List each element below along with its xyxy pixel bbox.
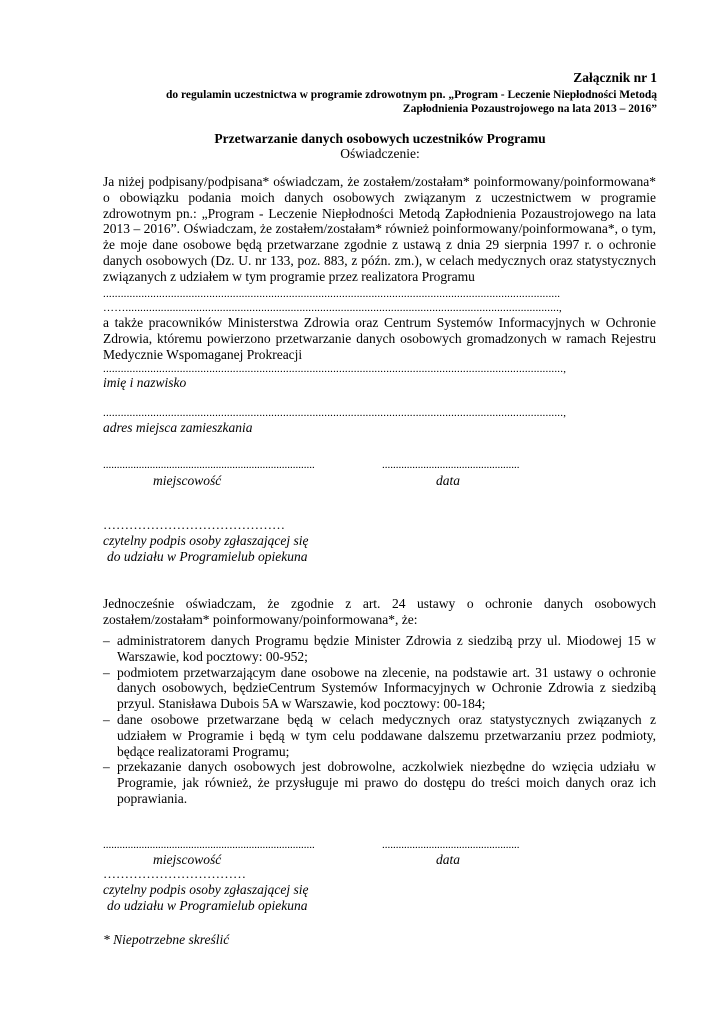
place-dotted-line-2: ............................................................................. [103,839,315,851]
date-label-1: data [436,473,461,488]
place-label-1: miejscowość [153,473,222,488]
annex-description [166,88,657,116]
list-item: – przekazanie danych osobowych jest dobrowolne, aczkolwiek niezbędne do wzięcia udziału w Programie, jak również, że przysługuje mi prawo do dostępu do treści moich danych oraz ich poprawiania. [103,759,656,806]
signature-label-1b: do udziału w Programielub opiekuna [107,549,308,564]
declaration-paragraph: Ja niżej podpisany/podpisana* oświadczam, że zostałem/zostałam* poinformowany/poinformowana* o obowiązku podania moich danych osobowych związanym z uczestnictwem w programie zdrowotnym pn.: „Program - Leczenie Niepłodności Metodą Zapłodnienia Pozaustrojowego na lata 2013 – 2016”. Oświadczam, że zostałem/zostałam* również poinformowany/poinformowana*, o tym, że moje dane osobowe będą przetwarzane zgodnie z ustawą z dnia 29 sierpnia 1997 r. o ochronie danych osobowych (Dz. U. nr 133, poz. 883, z późn. zm.), w celach medycznych oraz statystycznych związanych z udziałem w tym programie przez realizatora Programu [103,174,656,284]
ministry-paragraph: a także pracowników Ministerstwa Zdrowia oraz Centrum Systemów Informacyjnych w Ochronie Zdrowia, któremu powierzono przetwarzanie danych osobowych gromadzonych w ramach Rejestru Medycznie Wspomaganej Prokreacji [103,315,656,362]
document-subtitle: Oświadczenie: [340,146,420,161]
list-item: – dane osobowe przetwarzane będą w celach medycznych oraz statystycznych związanych z udziałem w Programie i będą w tym celu poddawane dalszemu przetwarzaniu przez podmioty, będące realizatorami Programu; [103,712,656,759]
place-dotted-line-1: ............................................................................. [103,459,315,471]
annex-number: Załącznik nr 1 [573,70,657,85]
name-label: imię i nazwisko [103,375,187,390]
signature-dotted-line-1: …………………………………… [103,517,285,532]
realizer-dotted-line-1: ........................................................................................................................................................... [103,288,561,300]
footnote: * Niepotrzebne skreślić [103,932,230,947]
date-dotted-line-2: .................................................. [382,839,520,851]
list-item: – administratorem danych Programu będzie Minister Zdrowia z siedzibą przy ul. Miodowej 15 w Warszawie, kod pocztowy: 00-952; [103,633,656,665]
signature-dotted-line-2: …………………………… [103,866,246,881]
information-list [103,633,656,807]
annex-line-2: Zapłodnienia Pozaustrojowego na lata 2013 – 2016” [402,103,657,115]
realizer-dotted-line-2: ……..................................................................................................................................................., [103,302,562,314]
place-label-2: miejscowość [153,852,222,867]
signature-label-2b: do udziału w Programielub opiekuna [107,898,308,913]
name-dotted-line: ............................................................................................................................................................, [103,363,567,375]
document-title: Przetwarzanie danych osobowych uczestników Programu [214,131,546,146]
date-dotted-line-1: .................................................. [382,459,520,471]
address-dotted-line: ............................................................................................................................................................, [103,407,567,419]
consent-paragraph: Jednocześnie oświadczam, że zgodnie z art. 24 ustawy o ochronie danych osobowych zostałem/zostałam* poinformowany/poinformowana*, że: [103,596,656,627]
address-label: adres miejsca zamieszkania [103,420,253,435]
signature-label-1a: czytelny podpis osoby zgłaszającej się [103,533,309,548]
list-item: – podmiotem przetwarzającym dane osobowe na zlecenie, na podstawie art. 31 ustawy o ochronie danych osobowych, będzieCentrum Systemów Informacyjnych w Ochronie Zdrowia z siedzibą przyul. Stanisława Dubois 5A w Warszawie, kod pocztowy: 00-184; [103,665,656,712]
signature-label-2a: czytelny podpis osoby zgłaszającej się [103,882,309,897]
date-label-2: data [436,852,461,867]
annex-line-1: do regulamin uczestnictwa w programie zdrowotnym pn. „Program - Leczenie Niepłodności Metodą [165,89,657,101]
